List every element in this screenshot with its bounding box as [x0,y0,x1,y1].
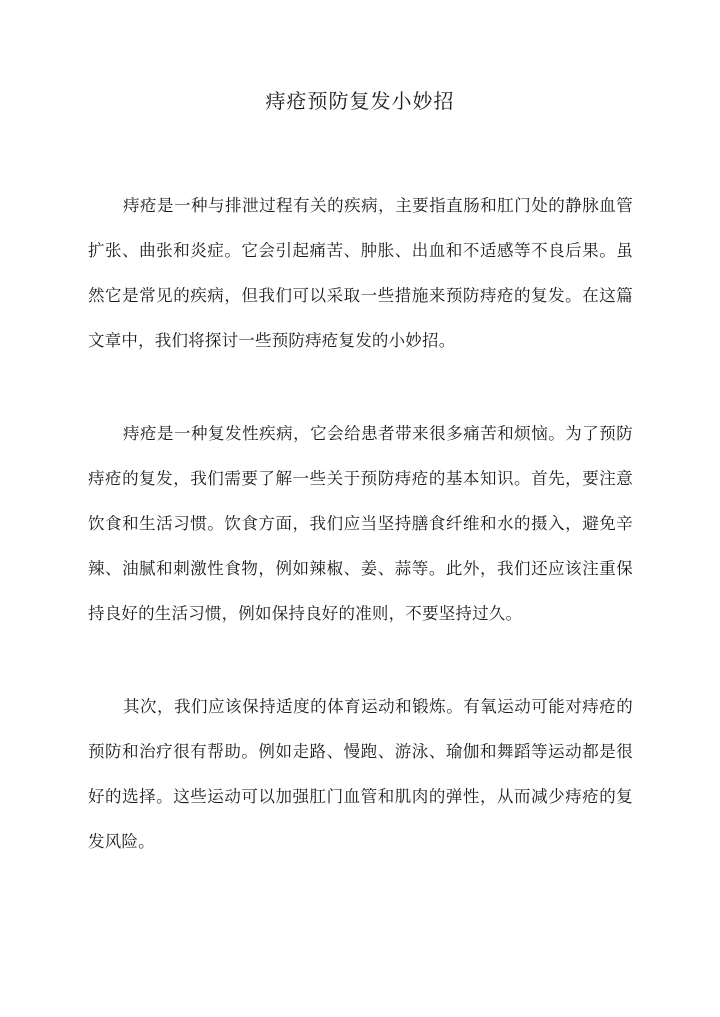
paragraph-3: 其次，我们应该保持适度的体育运动和锻炼。有氧运动可能对痔疮的预防和治疗很有帮助。例如走路、慢跑、游泳、瑜伽和舞蹈等运动都是很好的选择。这些运动可以加强肛门血管和肌肉的弹性，从而减少痔疮的复发风险。 [88,697,633,851]
paragraph-1: 痔疮是一种与排泄过程有关的疾病，主要指直肠和肛门处的静脉血管扩张、曲张和炎症。它会引起痛苦、肿胀、出血和不适感等不良后果。虽然它是常见的疾病，但我们可以采取一些措施来预防痔疮的复发。在这篇文章中，我们将探讨一些预防痔疮复发的小妙招。 [88,196,633,350]
page-title: 痔疮预防复发小妙招 [265,89,455,113]
paragraph-2: 痔疮是一种复发性疾病，它会给患者带来很多痛苦和烦恼。为了预防痔疮的复发，我们需要了解一些关于预防痔疮的基本知识。首先，要注意饮食和生活习惯。饮食方面，我们应当坚持膳食纤维和水的摄入，避免辛辣、油腻和刺激性食物，例如辣椒、姜、蒜等。此外，我们还应该注重保持良好的生活习惯，例如保持良好的准则，不要坚持过久。 [88,424,633,623]
